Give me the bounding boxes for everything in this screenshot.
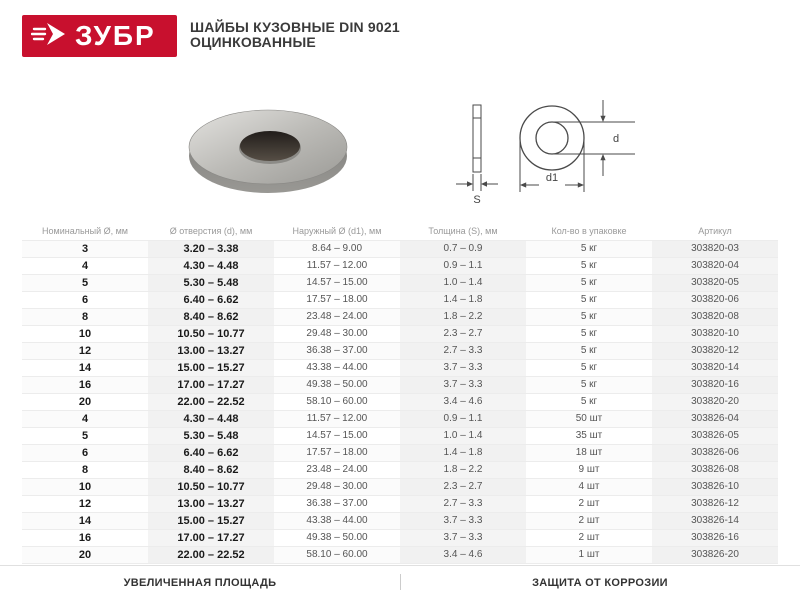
table-cell: 303826-20 bbox=[652, 546, 778, 563]
table-cell: 13.00 – 13.27 bbox=[148, 495, 274, 512]
table-cell: 303826-16 bbox=[652, 529, 778, 546]
table-cell: 3.7 – 3.3 bbox=[400, 359, 526, 376]
table-cell: 6 bbox=[22, 444, 148, 461]
table-cell: 3.7 – 3.3 bbox=[400, 529, 526, 546]
table-cell: 5.30 – 5.48 bbox=[148, 427, 274, 444]
table-cell: 303820-08 bbox=[652, 308, 778, 325]
table-row bbox=[22, 274, 778, 291]
table-cell: 303820-06 bbox=[652, 291, 778, 308]
table-cell: 49.38 – 50.00 bbox=[274, 376, 400, 393]
table-cell: 303820-04 bbox=[652, 257, 778, 274]
table-cell: 3.7 – 3.3 bbox=[400, 376, 526, 393]
table-cell: 3.7 – 3.3 bbox=[400, 512, 526, 529]
table-cell: 3.4 – 4.6 bbox=[400, 393, 526, 410]
table-cell: 23.48 – 24.00 bbox=[274, 308, 400, 325]
table-cell: 1.0 – 1.4 bbox=[400, 427, 526, 444]
table-cell: 5 bbox=[22, 427, 148, 444]
table-cell: 5 кг bbox=[526, 257, 652, 274]
table-row bbox=[22, 257, 778, 274]
table-cell: 14 bbox=[22, 359, 148, 376]
brand-name: ЗУБР bbox=[75, 20, 156, 51]
table-cell: 11.57 – 12.00 bbox=[274, 410, 400, 427]
brand-arrow-icon bbox=[31, 20, 69, 53]
table-cell: 1 шт bbox=[526, 546, 652, 563]
table-cell: 14.57 – 15.00 bbox=[274, 427, 400, 444]
table-cell: 10.50 – 10.77 bbox=[148, 478, 274, 495]
table-cell: 4.30 – 4.48 bbox=[148, 410, 274, 427]
table-cell: 20 bbox=[22, 546, 148, 563]
thickness-dimension-label: S bbox=[473, 194, 481, 206]
table-cell: 303826-10 bbox=[652, 478, 778, 495]
table-cell: 1.8 – 2.2 bbox=[400, 308, 526, 325]
table-cell: 43.38 – 44.00 bbox=[274, 512, 400, 529]
table-cell: 303820-20 bbox=[652, 393, 778, 410]
table-cell: 303826-05 bbox=[652, 427, 778, 444]
column-header-thickness: Толщина (S), мм bbox=[400, 222, 526, 240]
table-cell: 9 шт bbox=[526, 461, 652, 478]
table-row bbox=[22, 342, 778, 359]
column-header-outer-diameter: Наружный Ø (d1), мм bbox=[274, 222, 400, 240]
table-cell: 49.38 – 50.00 bbox=[274, 529, 400, 546]
table-cell: 22.00 – 22.52 bbox=[148, 546, 274, 563]
table-cell: 6.40 – 6.62 bbox=[148, 291, 274, 308]
table-cell: 2.3 – 2.7 bbox=[400, 325, 526, 342]
table-row bbox=[22, 359, 778, 376]
table-row bbox=[22, 495, 778, 512]
table-cell: 2 шт bbox=[526, 529, 652, 546]
column-header-sku: Артикул bbox=[652, 222, 778, 240]
dimension-diagram bbox=[450, 88, 645, 213]
table-cell: 14.57 – 15.00 bbox=[274, 274, 400, 291]
table-cell: 303820-12 bbox=[652, 342, 778, 359]
table-cell: 8.64 – 9.00 bbox=[274, 240, 400, 257]
table-cell: 5 bbox=[22, 274, 148, 291]
table-cell: 22.00 – 22.52 bbox=[148, 393, 274, 410]
table-cell: 29.48 – 30.00 bbox=[274, 478, 400, 495]
table-row bbox=[22, 393, 778, 410]
table-cell: 16 bbox=[22, 529, 148, 546]
column-header-nominal-diameter: Номинальный Ø, мм bbox=[22, 222, 148, 240]
table-cell: 10.50 – 10.77 bbox=[148, 325, 274, 342]
table-cell: 1.4 – 1.8 bbox=[400, 444, 526, 461]
table-cell: 35 шт bbox=[526, 427, 652, 444]
table-cell: 303826-06 bbox=[652, 444, 778, 461]
outer-diameter-dimension-label: d1 bbox=[545, 172, 559, 184]
table-row bbox=[22, 512, 778, 529]
table-cell: 303826-08 bbox=[652, 461, 778, 478]
table-row bbox=[22, 478, 778, 495]
table-row bbox=[22, 546, 778, 563]
brand-logo bbox=[22, 15, 177, 57]
table-cell: 303820-14 bbox=[652, 359, 778, 376]
table-row bbox=[22, 308, 778, 325]
table-cell: 11.57 – 12.00 bbox=[274, 257, 400, 274]
table-row bbox=[22, 444, 778, 461]
table-cell: 2.3 – 2.7 bbox=[400, 478, 526, 495]
table-cell: 4 шт bbox=[526, 478, 652, 495]
table-cell: 5.30 – 5.48 bbox=[148, 274, 274, 291]
table-cell: 15.00 – 15.27 bbox=[148, 359, 274, 376]
table-cell: 8.40 – 8.62 bbox=[148, 308, 274, 325]
table-cell: 14 bbox=[22, 512, 148, 529]
table-cell: 3 bbox=[22, 240, 148, 257]
table-cell: 5 кг bbox=[526, 308, 652, 325]
table-cell: 5 кг bbox=[526, 342, 652, 359]
table-cell: 8 bbox=[22, 308, 148, 325]
table-cell: 303826-04 bbox=[652, 410, 778, 427]
table-cell: 1.4 – 1.8 bbox=[400, 291, 526, 308]
table-cell: 17.00 – 17.27 bbox=[148, 376, 274, 393]
table-cell: 2 шт bbox=[526, 512, 652, 529]
table-cell: 8.40 – 8.62 bbox=[148, 461, 274, 478]
table-cell: 0.7 – 0.9 bbox=[400, 240, 526, 257]
feature-footer bbox=[0, 565, 800, 600]
table-cell: 16 bbox=[22, 376, 148, 393]
table-cell: 2.7 – 3.3 bbox=[400, 495, 526, 512]
table-cell: 58.10 – 60.00 bbox=[274, 546, 400, 563]
table-cell: 1.0 – 1.4 bbox=[400, 274, 526, 291]
table-row bbox=[22, 529, 778, 546]
table-cell: 6.40 – 6.62 bbox=[148, 444, 274, 461]
spec-table-body bbox=[22, 240, 778, 563]
footer-divider bbox=[400, 574, 401, 590]
inner-diameter-dimension-label: d bbox=[612, 133, 620, 145]
column-header-pack-quantity: Кол-во в упаковке bbox=[526, 222, 652, 240]
table-cell: 15.00 – 15.27 bbox=[148, 512, 274, 529]
spec-table bbox=[22, 222, 778, 564]
table-cell: 8 bbox=[22, 461, 148, 478]
table-cell: 4.30 – 4.48 bbox=[148, 257, 274, 274]
table-cell: 303826-12 bbox=[652, 495, 778, 512]
table-cell: 303820-03 bbox=[652, 240, 778, 257]
table-cell: 5 кг bbox=[526, 291, 652, 308]
table-cell: 36.38 – 37.00 bbox=[274, 342, 400, 359]
table-cell: 36.38 – 37.00 bbox=[274, 495, 400, 512]
table-cell: 3.20 – 3.38 bbox=[148, 240, 274, 257]
table-row bbox=[22, 291, 778, 308]
table-cell: 5 кг bbox=[526, 274, 652, 291]
feature-increased-area: УВЕЛИЧЕННАЯ ПЛОЩАДЬ bbox=[123, 577, 277, 589]
table-cell: 10 bbox=[22, 325, 148, 342]
table-row bbox=[22, 461, 778, 478]
table-cell: 12 bbox=[22, 495, 148, 512]
table-row bbox=[22, 410, 778, 427]
table-cell: 50 шт bbox=[526, 410, 652, 427]
table-cell: 0.9 – 1.1 bbox=[400, 257, 526, 274]
table-cell: 20 bbox=[22, 393, 148, 410]
table-cell: 303826-14 bbox=[652, 512, 778, 529]
table-cell: 3.4 – 4.6 bbox=[400, 546, 526, 563]
table-cell: 1.8 – 2.2 bbox=[400, 461, 526, 478]
feature-corrosion-protection: ЗАЩИТА ОТ КОРРОЗИИ bbox=[532, 577, 668, 589]
table-cell: 303820-16 bbox=[652, 376, 778, 393]
table-cell: 13.00 – 13.27 bbox=[148, 342, 274, 359]
table-cell: 303820-05 bbox=[652, 274, 778, 291]
table-cell: 17.57 – 18.00 bbox=[274, 291, 400, 308]
table-cell: 10 bbox=[22, 478, 148, 495]
table-row bbox=[22, 427, 778, 444]
table-row bbox=[22, 240, 778, 257]
table-cell: 4 bbox=[22, 410, 148, 427]
column-header-hole-diameter: Ø отверстия (d), мм bbox=[148, 222, 274, 240]
table-cell: 18 шт bbox=[526, 444, 652, 461]
table-cell: 5 кг bbox=[526, 393, 652, 410]
table-cell: 23.48 – 24.00 bbox=[274, 461, 400, 478]
table-cell: 4 bbox=[22, 257, 148, 274]
page-title-line2: ОЦИНКОВАННЫЕ bbox=[190, 34, 316, 50]
table-cell: 12 bbox=[22, 342, 148, 359]
table-cell: 6 bbox=[22, 291, 148, 308]
table-cell: 58.10 – 60.00 bbox=[274, 393, 400, 410]
table-cell: 2 шт bbox=[526, 495, 652, 512]
table-cell: 17.00 – 17.27 bbox=[148, 529, 274, 546]
table-header-row bbox=[22, 222, 778, 240]
table-cell: 5 кг bbox=[526, 359, 652, 376]
table-cell: 0.9 – 1.1 bbox=[400, 410, 526, 427]
table-cell: 43.38 – 44.00 bbox=[274, 359, 400, 376]
table-cell: 29.48 – 30.00 bbox=[274, 325, 400, 342]
page-title-line1: ШАЙБЫ КУЗОВНЫЕ DIN 9021 bbox=[190, 19, 400, 35]
table-cell: 5 кг bbox=[526, 376, 652, 393]
table-row bbox=[22, 376, 778, 393]
table-row bbox=[22, 325, 778, 342]
table-cell: 2.7 – 3.3 bbox=[400, 342, 526, 359]
washer-photo bbox=[183, 92, 353, 209]
page-title bbox=[190, 20, 400, 50]
table-cell: 303820-10 bbox=[652, 325, 778, 342]
table-cell: 17.57 – 18.00 bbox=[274, 444, 400, 461]
table-cell: 5 кг bbox=[526, 325, 652, 342]
table-cell: 5 кг bbox=[526, 240, 652, 257]
